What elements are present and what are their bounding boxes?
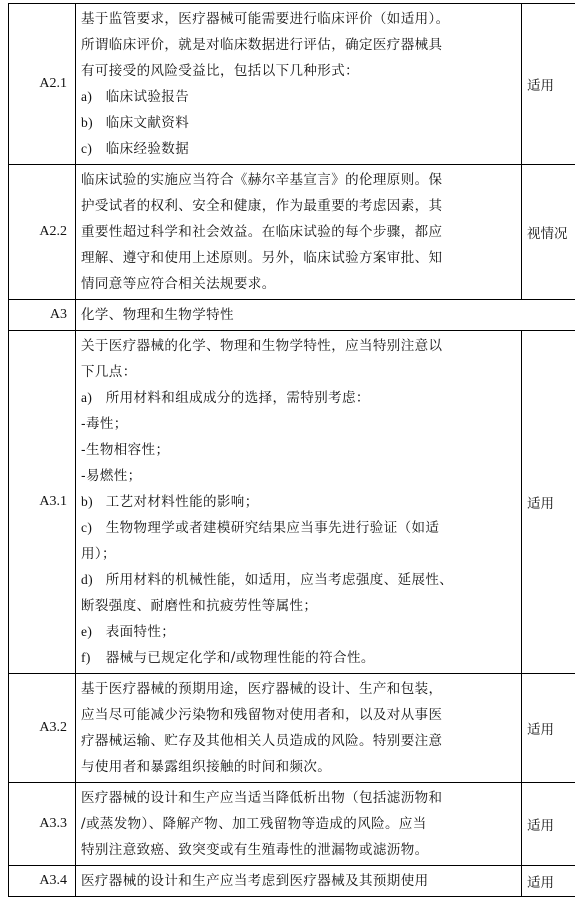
- applicability-cell: 适用: [522, 783, 575, 866]
- list-item-label: d): [81, 567, 101, 593]
- list-item-text: 所用材料的机械性能，如适用，应当考虑强度、延展性、: [106, 572, 454, 588]
- list-item: [81, 110, 517, 136]
- clause-text-line: 下几点：: [81, 359, 517, 385]
- applicability-cell: 适用: [522, 866, 575, 897]
- clause-content: [76, 4, 522, 165]
- list-item-text: -易燃性；: [81, 468, 142, 484]
- list-item-text: 断裂强度、耐磨性和抗疲劳性等属性；: [81, 598, 317, 614]
- clause-text-line: 重要性超过科学和社会效益。在临床试验的每个步骤，都应: [81, 219, 517, 245]
- list-item-label: a): [81, 385, 101, 411]
- clause-text-line: 特别注意致癌、致突变或有生殖毒性的泄漏物或滤沥物。: [81, 837, 517, 863]
- clause-number: A3.4: [9, 866, 76, 897]
- clause-content: [76, 165, 522, 300]
- list-item-label: a): [81, 84, 101, 110]
- requirements-table: [8, 3, 575, 897]
- clause-text-line: 医疗器械的设计和生产应当考虑到医疗器械及其预期使用: [81, 868, 517, 894]
- list-item-text: -毒性；: [81, 416, 128, 432]
- list-item: [81, 567, 517, 593]
- list-item: [81, 541, 517, 567]
- clause-text-line: 临床试验的实施应当符合《赫尔辛基宣言》的伦理原则。保: [81, 167, 517, 193]
- list-item: [81, 411, 517, 437]
- list-item: [81, 84, 517, 110]
- applicability-cell: 视情况: [522, 165, 575, 300]
- list-item-text: 生物物理学或者建模研究结果应当事先进行验证（如适: [106, 520, 440, 536]
- clause-content: [76, 300, 575, 331]
- clause-text-line: 护受试者的权利、安全和健康，作为最重要的考虑因素，其: [81, 193, 517, 219]
- clause-text-line: 情同意等应符合相关法规要求。: [81, 271, 517, 297]
- list-item-text: 所用材料和组成成分的选择，需特别考虑：: [106, 390, 370, 406]
- list-item-text: 用）；: [81, 546, 116, 562]
- clause-number: A3: [9, 300, 76, 331]
- clause-number: A2.2: [9, 165, 76, 300]
- clause-content: [76, 783, 522, 866]
- clause-text-line: 关于医疗器械的化学、物理和生物学特性，应当特别注意以: [81, 333, 517, 359]
- clause-text-line: 应当尽可能减少污染物和残留物对使用者和，以及对从事医: [81, 702, 517, 728]
- list-item-text: 临床文献资料: [106, 115, 189, 131]
- table-row: [9, 300, 575, 331]
- list-item: [81, 645, 517, 671]
- clause-text-line: 有可接受的风险受益比，包括以下几种形式：: [81, 58, 517, 84]
- list-item-label: c): [81, 515, 101, 541]
- clause-content: [76, 331, 522, 674]
- list-item-label: b): [81, 110, 101, 136]
- list-item-text: 工艺对材料性能的影响；: [106, 494, 259, 510]
- table-row: [9, 165, 575, 300]
- clause-number: A3.3: [9, 783, 76, 866]
- clause-text-line: 化学、物理和生物学特性: [81, 302, 575, 328]
- clause-text-line: 与使用者和暴露组织接触的时间和频次。: [81, 754, 517, 780]
- list-item-text: 器械与已规定化学和/或物理性能的符合性。: [106, 650, 375, 666]
- list-item-text: 表面特性；: [106, 624, 176, 640]
- list-item-label: f): [81, 645, 101, 671]
- list-item: [81, 515, 517, 541]
- clause-text-line: /或蒸发物）、降解产物、加工残留物等造成的风险。应当: [81, 811, 517, 837]
- clause-content: [76, 866, 522, 897]
- list-item-text: -生物相容性；: [81, 442, 169, 458]
- list-item: [81, 489, 517, 515]
- clause-text-line: 基于医疗器械的预期用途，医疗器械的设计、生产和包装，: [81, 676, 517, 702]
- clause-number: A3.1: [9, 331, 76, 674]
- applicability-cell: 适用: [522, 4, 575, 165]
- clause-text-line: 基于监管要求，医疗器械可能需要进行临床评价（如适用）。: [81, 6, 517, 32]
- clause-number: A3.2: [9, 674, 76, 783]
- clause-text-line: 理解、遵守和使用上述原则。另外，临床试验方案审批、知: [81, 245, 517, 271]
- clause-text-line: 所谓临床评价，就是对临床数据进行评估，确定医疗器械具: [81, 32, 517, 58]
- list-item: [81, 619, 517, 645]
- table-row: [9, 866, 575, 897]
- table-row: [9, 674, 575, 783]
- list-item: [81, 385, 517, 411]
- applicability-cell: 适用: [522, 674, 575, 783]
- list-item: [81, 136, 517, 162]
- list-item-text: 临床试验报告: [106, 89, 189, 105]
- clause-text-line: 疗器械运输、贮存及其他相关人员造成的风险。特别要注意: [81, 728, 517, 754]
- list-item: [81, 437, 517, 463]
- clause-number: A2.1: [9, 4, 76, 165]
- list-item-label: b): [81, 489, 101, 515]
- applicability-cell: 适用: [522, 331, 575, 674]
- requirements-table-body: [9, 4, 575, 897]
- table-row: [9, 4, 575, 165]
- list-item: [81, 463, 517, 489]
- list-item-text: 临床经验数据: [106, 141, 189, 157]
- list-item-label: c): [81, 136, 101, 162]
- list-item: [81, 593, 517, 619]
- clause-content: [76, 674, 522, 783]
- table-row: [9, 331, 575, 674]
- list-item-label: e): [81, 619, 101, 645]
- clause-text-line: 医疗器械的设计和生产应当适当降低析出物（包括滤沥物和: [81, 785, 517, 811]
- table-row: [9, 783, 575, 866]
